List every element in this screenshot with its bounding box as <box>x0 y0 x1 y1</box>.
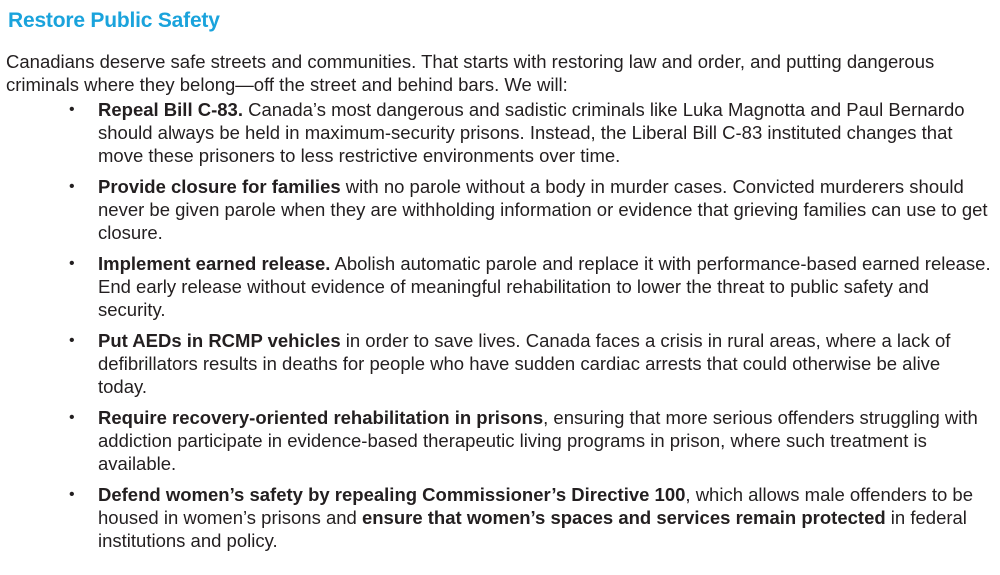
list-item-text: , ensuring that more serious offenders struggling with addiction participate in evidence-based therapeutic living programs in prison, where such treatment is available. <box>98 407 978 474</box>
list-item <box>69 483 994 552</box>
list-item-text: with no parole without a body in murder cases. Convicted murderers should never be given parole when they are withholding information or evidence that grieving families can use to get closure. <box>98 176 988 243</box>
list-item-text: in federal institutions and policy. <box>98 507 967 551</box>
list-item <box>69 252 994 321</box>
list-item-bold-text: Repeal Bill C-83. <box>98 99 243 120</box>
bullet-icon: • <box>69 486 75 503</box>
bullet-icon: • <box>69 178 75 195</box>
list-item-bold-text: Implement earned release. <box>98 253 331 274</box>
list-item <box>69 329 994 398</box>
commitment-list <box>6 98 994 552</box>
list-item-text: , which allows male offenders to be housed in women’s prisons and <box>98 484 974 528</box>
list-item-bold-text: Defend women’s safety by repealing Commissioner’s Directive 100 <box>98 484 686 505</box>
intro-paragraph: Canadians deserve safe streets and communities. That starts with restoring law and order, and putting dangerous criminals where they belong—off the street and behind bars. We will: <box>6 51 935 95</box>
list-item <box>69 175 994 244</box>
list-item-text: in order to save lives. Canada faces a crisis in rural areas, where a lack of defibrillators results in deaths for people who have sudden cardiac arrests that could otherwise be alive today. <box>98 330 951 397</box>
list-item-bold-text: Provide closure for families <box>98 176 341 197</box>
section-heading: Restore Public Safety <box>8 9 220 32</box>
list-item-bold-text: ensure that women’s spaces and services remain protected <box>361 507 886 528</box>
list-item <box>69 406 994 475</box>
bullet-icon: • <box>69 255 75 272</box>
bullet-icon: • <box>69 332 75 349</box>
list-item <box>69 98 994 167</box>
list-item-text: Canada’s most dangerous and sadistic criminals like Luka Magnotta and Paul Bernardo should always be held in maximum-security prisons. Instead, the Liberal Bill C-83 instituted changes that move these prisoners to less restrictive environments over time. <box>98 99 965 166</box>
list-item-bold-text: Require recovery-oriented rehabilitation in prisons <box>98 407 544 428</box>
bullet-icon: • <box>69 101 75 118</box>
list-item-text: Abolish automatic parole and replace it with performance-based earned release. End early release without evidence of meaningful rehabilitation to lower the threat to public safety and security. <box>98 253 991 320</box>
bullet-icon: • <box>69 409 75 426</box>
list-item-bold-text: Put AEDs in RCMP vehicles <box>98 330 341 351</box>
